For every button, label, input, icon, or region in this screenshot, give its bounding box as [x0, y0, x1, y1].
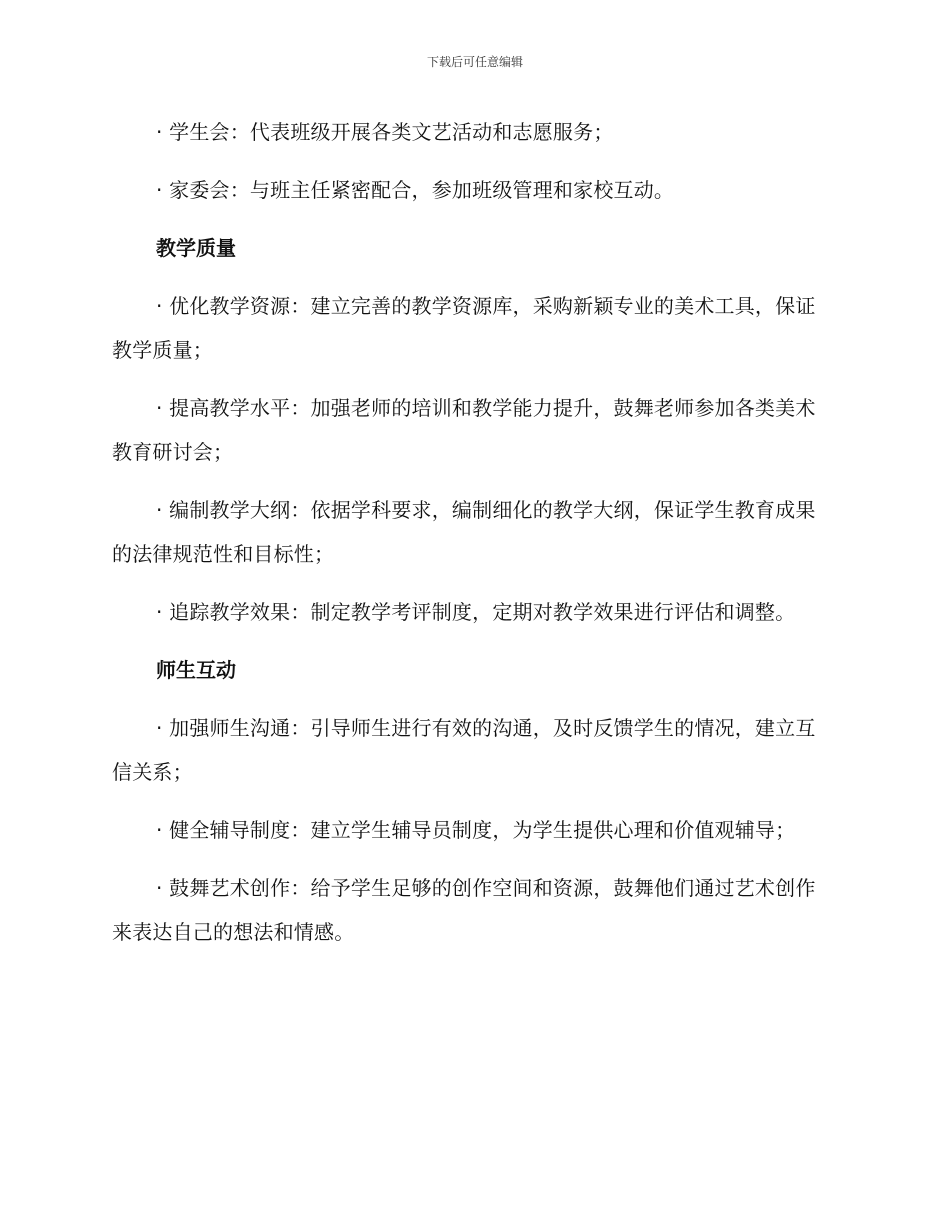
list-item-counseling: · 健全辅导制度：建立学生辅导员制度，为学生提供心理和价值观辅导；: [156, 818, 796, 842]
list-item-optimize-resources: · 优化教学资源：建立完善的教学资源库，采购新颖专业的美术工具，保证教学质量；: [112, 294, 816, 362]
section-heading-teaching-quality: 教学质量: [156, 236, 236, 260]
section-heading-teacher-student-interaction: 师生互动: [156, 658, 236, 682]
list-item-student-union: · 学生会：代表班级开展各类文艺活动和志愿服务；: [156, 120, 614, 144]
list-item-improve-teaching: · 提高教学水平：加强老师的培训和教学能力提升，鼓舞老师参加各类美术教育研讨会；: [112, 396, 816, 464]
document-body: [112, 110, 824, 968]
page-header: 下载后可任意编辑: [426, 55, 523, 69]
list-item-communication: · 加强师生沟通：引导师生进行有效的沟通，及时反馈学生的情况，建立互信关系；: [112, 716, 816, 784]
list-item-parent-committee: · 家委会：与班主任紧密配合，参加班级管理和家校互动。: [156, 178, 675, 202]
list-item-art-creation: · 鼓舞艺术创作：给予学生足够的创作空间和资源，鼓舞他们通过艺术创作来表达自己的想法和情感。: [112, 876, 816, 944]
list-item-syllabus: · 编制教学大纲：依据学科要求，编制细化的教学大纲，保证学生教育成果的法律规范性和目标性；: [112, 498, 816, 566]
list-item-track-effects: · 追踪教学效果：制定教学考评制度，定期对教学效果进行评估和调整。: [156, 600, 796, 624]
